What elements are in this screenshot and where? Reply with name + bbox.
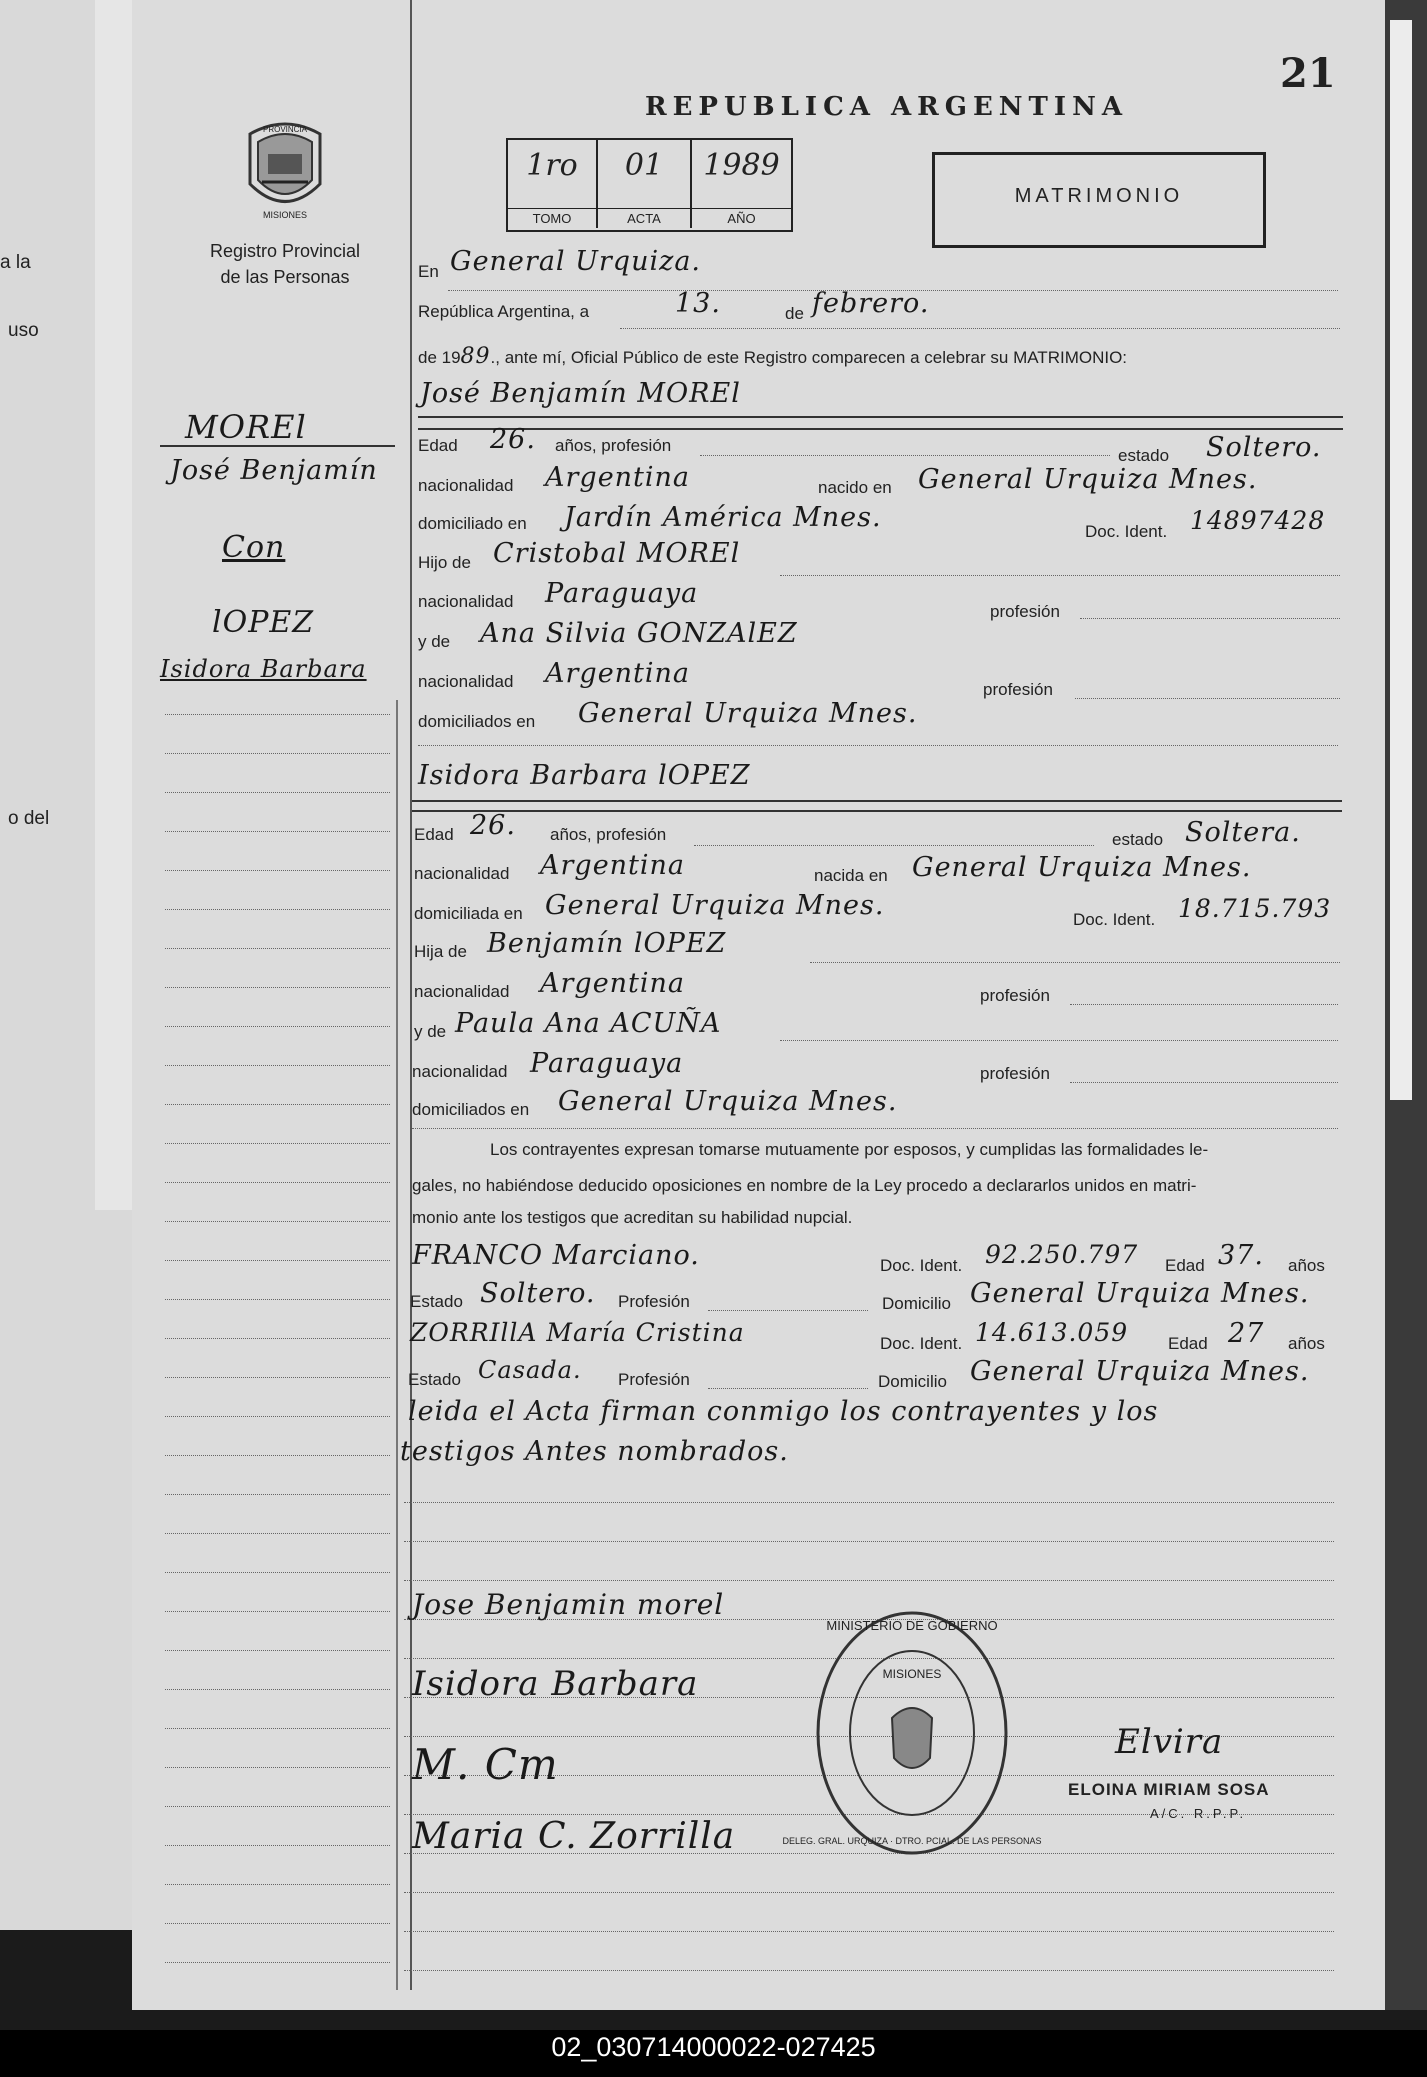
registro-line-2: de las Personas bbox=[220, 267, 350, 287]
margin-dotted-line bbox=[165, 1299, 390, 1300]
c2-estado-label: estado bbox=[1112, 830, 1164, 849]
body-dotted-line bbox=[404, 1502, 1334, 1503]
intro-line bbox=[418, 344, 1127, 369]
c1-dom-label: domiciliado en bbox=[418, 514, 527, 533]
c2-madre-nac-label: nacionalidad bbox=[412, 1062, 508, 1081]
body-dotted-line bbox=[404, 1580, 1334, 1581]
dotted-line bbox=[700, 455, 1110, 456]
t1-estado: Soltero. bbox=[480, 1278, 596, 1309]
c1-name-line-2 bbox=[418, 428, 1343, 430]
body-dotted-line bbox=[404, 1970, 1334, 1971]
declaracion-line-2: gales, no habiéndose deducido oposiciones en nombre de la Ley procedo a declararlos unidos en matri- bbox=[412, 1176, 1197, 1195]
margin-dotted-line bbox=[165, 1962, 390, 1963]
margin-dotted-line bbox=[165, 1611, 390, 1612]
dotted-line bbox=[412, 1128, 1338, 1129]
acta-cell bbox=[598, 140, 692, 228]
c2-madre-nac: Paraguaya bbox=[530, 1048, 684, 1079]
c2-estado: Soltera. bbox=[1185, 817, 1301, 848]
dotted-line bbox=[708, 1388, 868, 1389]
t1-doc: 92.250.797 bbox=[985, 1240, 1139, 1269]
declaracion-line-1: Los contrayentes expresan tomarse mutuamente por esposos, y cumplidas las formalidades le- bbox=[490, 1140, 1209, 1159]
c1-padre-label: Hijo de bbox=[418, 553, 471, 572]
c1-padres-dom-label: domiciliados en bbox=[418, 712, 536, 731]
c1-madre: Ana Silvia GONZAlEZ bbox=[480, 618, 798, 649]
provincial-seal-icon bbox=[240, 114, 330, 224]
t1-estado-label: Estado bbox=[410, 1292, 463, 1311]
stamp-mid-text: MISIONES bbox=[882, 1667, 942, 1681]
c2-padre-nac: Argentina bbox=[540, 968, 686, 999]
anio-cell bbox=[692, 140, 791, 228]
c2-name-line bbox=[412, 800, 1342, 802]
dotted-line bbox=[1075, 698, 1340, 699]
margin-dotted-line bbox=[165, 1806, 390, 1807]
c2-madre: Paula Ana ACUÑA bbox=[455, 1008, 722, 1039]
c1-madre-prof-label: profesión bbox=[983, 680, 1053, 699]
country-title: REPUBLICA ARGENTINA bbox=[645, 92, 1129, 122]
margin-dotted-line bbox=[165, 831, 390, 832]
c2-nac-label: nacionalidad bbox=[414, 864, 510, 883]
c2-dom-label: domiciliada en bbox=[414, 904, 523, 923]
dotted-line bbox=[694, 845, 1094, 846]
margin-dotted-line bbox=[165, 1650, 390, 1651]
footer-code: 02_030714000022-027425 bbox=[551, 2032, 876, 2062]
c1-nac-label: nacionalidad bbox=[418, 476, 514, 495]
margin-dotted-line bbox=[165, 1221, 390, 1222]
c1-padres-dom: General Urquiza Mnes. bbox=[578, 698, 918, 729]
c1-doc-label: Doc. Ident. bbox=[1085, 522, 1168, 541]
lugar-value: General Urquiza. bbox=[450, 246, 702, 277]
c2-edad-label: Edad bbox=[414, 825, 454, 844]
t1-dom-label: Domicilio bbox=[882, 1294, 951, 1313]
t1-anos: años bbox=[1288, 1256, 1325, 1275]
margin-con: Con bbox=[222, 530, 286, 565]
registro-line-1: Registro Provincial bbox=[209, 241, 361, 261]
c1-padre-nac-label: nacionalidad bbox=[418, 592, 514, 611]
margin-dotted-line bbox=[165, 1572, 390, 1573]
margin-rule-inner bbox=[396, 700, 398, 1990]
tomo-acta-anio-table bbox=[506, 138, 793, 232]
c2-name-line-2 bbox=[412, 810, 1342, 812]
tomo-label: TOMO bbox=[508, 208, 596, 226]
c1-name-line bbox=[418, 416, 1343, 418]
c2-doc: 18.715.793 bbox=[1178, 894, 1332, 923]
c2-nombre: Isidora Barbara lOPEZ bbox=[418, 760, 751, 791]
c1-madre-label: y de bbox=[418, 632, 451, 651]
oficial-cargo: A/C. R.P.P. bbox=[1150, 1806, 1247, 1821]
margin-dotted-line bbox=[165, 1182, 390, 1183]
t2-anos: años bbox=[1288, 1334, 1325, 1353]
margin-dotted-line bbox=[165, 1416, 390, 1417]
main-page bbox=[132, 0, 1402, 2010]
c1-padre-prof-label: profesión bbox=[990, 602, 1060, 621]
c1-nacido-label: nacido en bbox=[818, 478, 892, 497]
acta-label: ACTA bbox=[598, 208, 690, 226]
t2-dom-label: Domicilio bbox=[878, 1372, 947, 1391]
fecha-label: República Argentina, a bbox=[418, 302, 590, 321]
margin-dotted-line bbox=[165, 1377, 390, 1378]
c2-nacido-label: nacida en bbox=[814, 866, 888, 885]
t1-prof-label: Profesión bbox=[618, 1292, 690, 1311]
anio-value: 1989 bbox=[703, 148, 780, 183]
c2-padre-prof-label: profesión bbox=[980, 986, 1050, 1005]
fecha-mes: febrero. bbox=[812, 288, 930, 319]
t1-edad-label: Edad bbox=[1165, 1256, 1205, 1275]
c1-anos-profesion: años, profesión bbox=[555, 436, 672, 455]
c2-padre-nac-label: nacionalidad bbox=[414, 982, 510, 1001]
cierre-line-1: leida el Acta firman conmigo los contrayentes y los bbox=[408, 1396, 1159, 1427]
c2-madre-prof-label: profesión bbox=[980, 1064, 1050, 1083]
margin-name-2: Isidora Barbara bbox=[160, 655, 367, 683]
t2-domicilio: General Urquiza Mnes. bbox=[970, 1356, 1310, 1387]
firma-testigo-1: M. Cm bbox=[412, 1740, 559, 1789]
seal-text-top: PROVINCIA bbox=[262, 125, 308, 134]
c2-padre: Benjamín lOPEZ bbox=[487, 928, 727, 959]
margin-dotted-line bbox=[165, 1923, 390, 1924]
strip-text-3: o del bbox=[8, 808, 50, 829]
margin-dotted-line bbox=[165, 792, 390, 793]
declaracion-line-3: monio ante los testigos que acreditan su habilidad nupcial. bbox=[412, 1208, 853, 1227]
c1-edad-label: Edad bbox=[418, 436, 458, 455]
dotted-line bbox=[810, 962, 1340, 963]
t1-domicilio: General Urquiza Mnes. bbox=[970, 1278, 1310, 1309]
margin-dotted-line bbox=[165, 1104, 390, 1105]
oficial-firma: Elvira bbox=[1115, 1722, 1224, 1762]
t1-nombre: FRANCO Marciano. bbox=[412, 1240, 700, 1271]
dotted-line bbox=[620, 328, 1340, 329]
c1-nacionalidad: Argentina bbox=[545, 462, 691, 493]
margin-line bbox=[160, 445, 395, 447]
c1-nacido-en: General Urquiza Mnes. bbox=[918, 464, 1258, 495]
c1-madre-nac-label: nacionalidad bbox=[418, 672, 514, 691]
margin-surname-1: MOREl bbox=[185, 408, 307, 446]
dotted-line bbox=[418, 745, 1338, 746]
margin-dotted-line bbox=[165, 909, 390, 910]
t1-doc-label: Doc. Ident. bbox=[880, 1256, 963, 1275]
c2-domicilio: General Urquiza Mnes. bbox=[545, 890, 885, 921]
intro-anio: 89 bbox=[460, 344, 491, 369]
margin-dotted-line bbox=[165, 1065, 390, 1066]
c1-padre: Cristobal MOREl bbox=[493, 538, 741, 569]
registro-title bbox=[180, 238, 390, 290]
firma-testigo-2: Maria C. Zorrilla bbox=[412, 1816, 736, 1857]
t2-edad-label: Edad bbox=[1168, 1334, 1208, 1353]
margin-dotted-line bbox=[165, 1494, 390, 1495]
body-dotted-line bbox=[404, 1541, 1334, 1542]
c1-edad: 26. bbox=[490, 424, 536, 455]
lugar-label: En bbox=[418, 262, 439, 281]
intro-text: ., ante mí, Oficial Público de este Registro comparecen a celebrar su MATRIMONIO: bbox=[490, 348, 1128, 367]
margin-dotted-line bbox=[165, 1260, 390, 1261]
margin-dotted-line bbox=[165, 1143, 390, 1144]
registry-stamp-icon bbox=[782, 1608, 1042, 1858]
t2-nombre: ZORRIllA María Cristina bbox=[410, 1318, 745, 1347]
c2-edad: 26. bbox=[470, 810, 516, 841]
stamp-bottom-text: DELEG. GRAL. URQUIZA · DTRO. PCIAL. DE LAS PERSONAS bbox=[782, 1836, 1042, 1846]
dotted-line bbox=[780, 1040, 1338, 1041]
margin-dotted-line bbox=[165, 1767, 390, 1768]
t2-doc: 14.613.059 bbox=[975, 1318, 1129, 1347]
t1-edad: 37. bbox=[1218, 1240, 1264, 1271]
c1-padre-nac: Paraguaya bbox=[545, 578, 699, 609]
left-page-flap bbox=[95, 0, 136, 1210]
firma-contrayente-1: Jose Benjamin morel bbox=[412, 1588, 725, 1621]
dotted-line bbox=[1080, 618, 1340, 619]
c2-anos-profesion: años, profesión bbox=[550, 825, 667, 844]
margin-dotted-line bbox=[165, 1884, 390, 1885]
c2-doc-label: Doc. Ident. bbox=[1073, 910, 1156, 929]
tipo-acta: MATRIMONIO bbox=[1014, 185, 1184, 207]
fecha-dia: 13. bbox=[675, 288, 721, 319]
c2-padres-dom: General Urquiza Mnes. bbox=[558, 1086, 898, 1117]
strip-text-1: a la bbox=[0, 252, 31, 273]
margin-dotted-line bbox=[165, 1728, 390, 1729]
margin-dotted-line bbox=[165, 714, 390, 715]
margin-dotted-line bbox=[165, 1338, 390, 1339]
acta-value: 01 bbox=[624, 148, 664, 183]
c2-madre-label: y de bbox=[414, 1022, 447, 1041]
c2-padres-dom-label: domiciliados en bbox=[412, 1100, 530, 1119]
c2-nacido-en: General Urquiza Mnes. bbox=[912, 852, 1252, 883]
margin-dotted-line bbox=[165, 1689, 390, 1690]
margin-dotted-line bbox=[165, 1533, 390, 1534]
next-page-edge bbox=[1390, 20, 1412, 1100]
margin-dotted-line bbox=[165, 1026, 390, 1027]
t2-edad: 27 bbox=[1228, 1318, 1265, 1349]
body-dotted-line bbox=[404, 1931, 1334, 1932]
c1-domicilio: Jardín América Mnes. bbox=[564, 502, 882, 533]
t2-estado-label: Estado bbox=[408, 1370, 461, 1389]
margin-dotted-line bbox=[165, 1455, 390, 1456]
dotted-line bbox=[708, 1310, 868, 1311]
t2-estado: Casada. bbox=[478, 1356, 582, 1384]
tomo-value: 1ro bbox=[526, 148, 578, 183]
margin-dotted-line bbox=[165, 987, 390, 988]
c1-estado-label: estado bbox=[1118, 446, 1170, 465]
anio-label: AÑO bbox=[692, 208, 791, 226]
fecha-de: de bbox=[785, 304, 804, 323]
c1-estado: Soltero. bbox=[1206, 432, 1322, 463]
margin-dotted-line bbox=[165, 870, 390, 871]
c1-doc: 14897428 bbox=[1190, 506, 1326, 535]
c1-nombre: José Benjamín MOREl bbox=[420, 378, 741, 409]
margin-dotted-line bbox=[165, 948, 390, 949]
stamp-top-text: MINISTERIO DE GOBIERNO bbox=[826, 1618, 998, 1633]
seal-text-bottom: MISIONES bbox=[262, 210, 308, 220]
body-dotted-line bbox=[404, 1892, 1334, 1893]
margin-name-1: José Benjamín bbox=[170, 455, 378, 486]
cierre-line-2: testigos Antes nombrados. bbox=[400, 1436, 789, 1467]
c1-madre-nac: Argentina bbox=[545, 658, 691, 689]
page-number: 21 bbox=[1280, 50, 1336, 97]
c2-nacionalidad: Argentina bbox=[540, 850, 686, 881]
dotted-line bbox=[1070, 1082, 1338, 1083]
dotted-line bbox=[780, 575, 1340, 576]
tomo-cell bbox=[508, 140, 598, 228]
intro-prefix: de 19 bbox=[418, 348, 461, 367]
oficial-nombre: ELOINA MIRIAM SOSA bbox=[1068, 1780, 1270, 1799]
strip-text-2: uso bbox=[8, 320, 39, 341]
margin-dotted-line bbox=[165, 753, 390, 754]
t2-prof-label: Profesión bbox=[618, 1370, 690, 1389]
t2-doc-label: Doc. Ident. bbox=[880, 1334, 963, 1353]
dotted-line bbox=[1070, 1004, 1338, 1005]
margin-surname-2: lOPEZ bbox=[212, 605, 315, 640]
margin-dotted-line bbox=[165, 1845, 390, 1846]
c2-padre-label: Hija de bbox=[414, 942, 467, 961]
firma-contrayente-2: Isidora Barbara bbox=[412, 1664, 699, 1704]
